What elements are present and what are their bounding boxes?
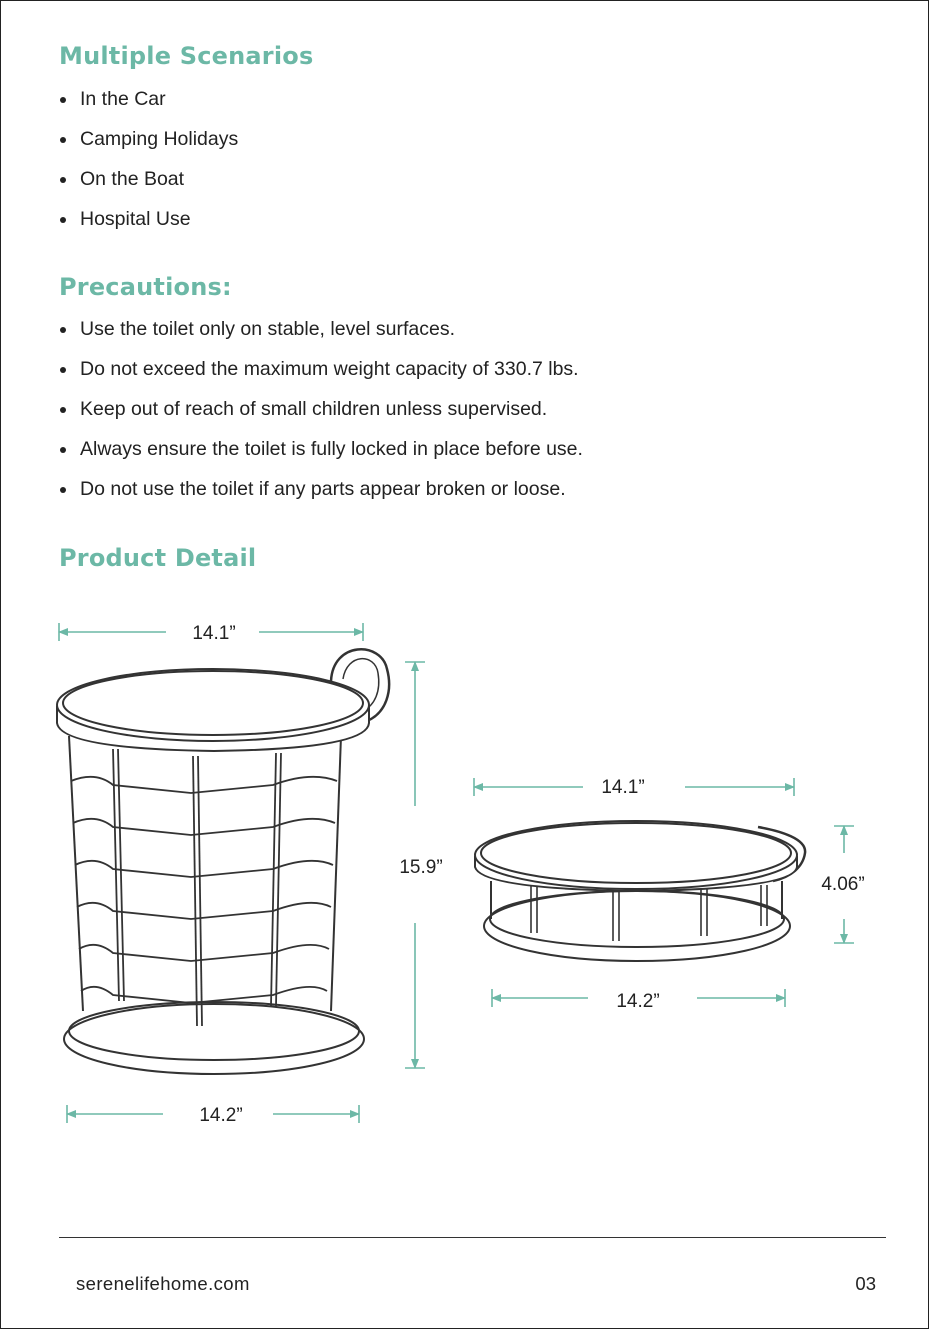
expanded-base-width-label: 14.2” [199,1105,243,1126]
collapsed-base-width-label: 14.2” [616,991,660,1012]
expanded-top-width-label: 14.1” [192,623,236,644]
footer-website: serenelifehome.com [76,1273,250,1294]
product-detail-heading: Product Detail [59,544,257,572]
list-item: Hospital Use [59,199,238,239]
collapsed-toilet-illustration [475,821,805,961]
list-item: In the Car [59,79,238,119]
expanded-height-label: 15.9” [399,857,443,878]
list-item: Always ensure the toilet is fully locked in place before use. [59,429,583,469]
list-item: Do not use the toilet if any parts appear broken or loose. [59,469,583,509]
list-item: Keep out of reach of small children unless supervised. [59,389,583,429]
product-dimension-diagram [1,1,928,1231]
footer-divider [59,1237,886,1238]
precautions-heading: Precautions: [59,273,232,301]
page-number: 03 [855,1273,876,1294]
list-item: Do not exceed the maximum weight capacity of 330.7 lbs. [59,349,583,389]
list-item: On the Boat [59,159,238,199]
collapsed-top-width-label: 14.1” [601,777,645,798]
scenarios-heading: Multiple Scenarios [59,42,314,70]
expanded-toilet-illustration [57,649,389,1074]
collapsed-height-label: 4.06” [821,874,865,895]
list-item: Camping Holidays [59,119,238,159]
list-item: Use the toilet only on stable, level surfaces. [59,309,583,349]
